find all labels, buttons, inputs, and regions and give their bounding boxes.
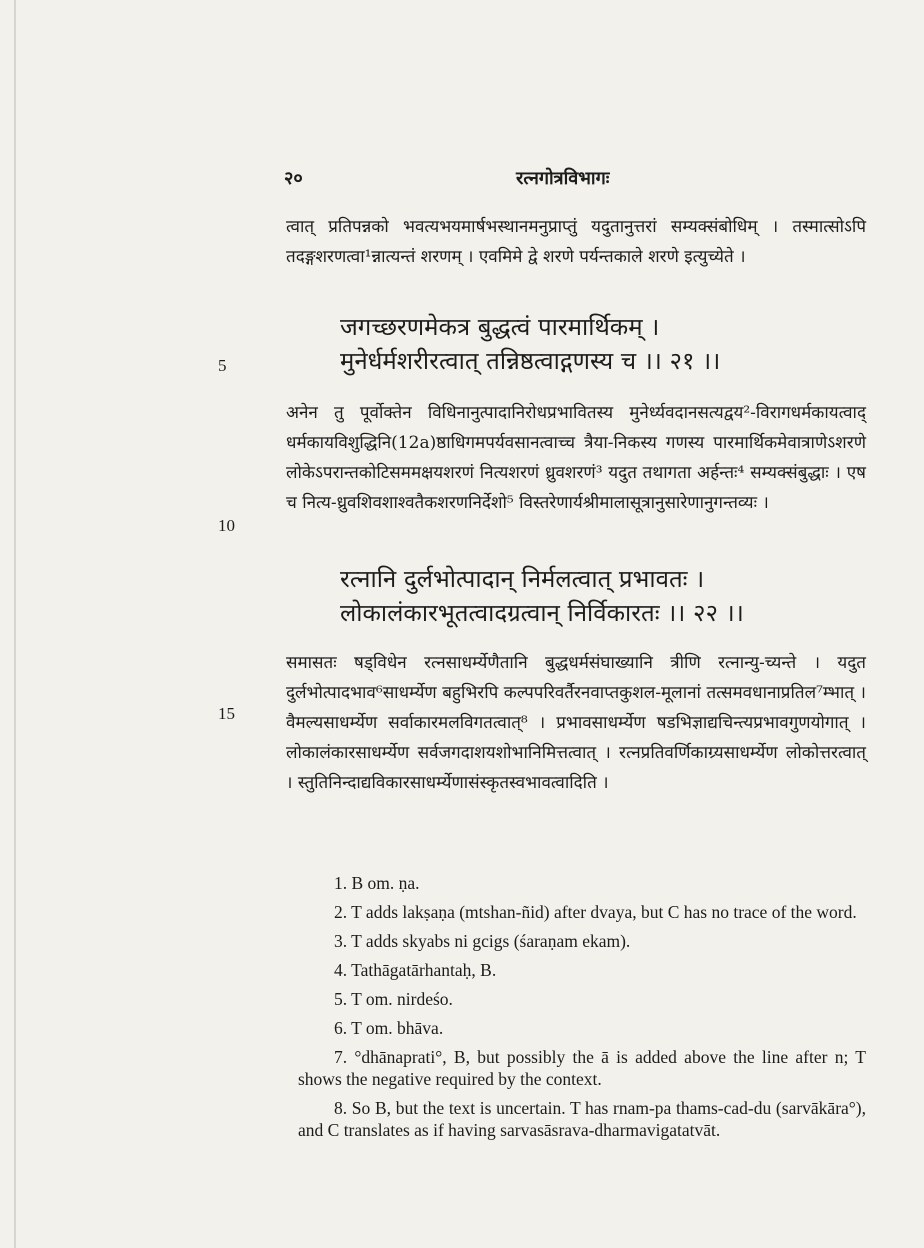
verse-line: रत्नानि दुर्लभोत्पादान् निर्मलत्वात् प्रभावतः । xyxy=(340,565,705,593)
line-number: 5 xyxy=(218,356,227,375)
running-title: रत्नगोत्रविभागः xyxy=(516,168,610,189)
footnote: 6. T om. bhāva. xyxy=(334,1018,444,1038)
footnote: 5. T om. nirdeśo. xyxy=(334,989,453,1009)
line-number: 15 xyxy=(218,704,235,723)
prose-paragraph: त्वात् प्रतिपन्नको भवत्यभयमार्षभस्थानमनुप्राप्तुं यदुतानुत्तरां सम्यक्संबोधिम् । तस्मात्सोऽपि तदङ्गशरणत्वा¹न्नात्यन्तं शरणम् । एवमिमे द्वे शरणे पर्यन्तकाले शरणे इत्युच्येते । xyxy=(286,217,866,267)
footnotes xyxy=(298,872,866,1148)
verse-line: लोकालंकारभूतत्वादग्रत्वान् निर्विकारतः ।। २२ ।। xyxy=(340,599,744,627)
verse-line: मुनेर्धर्मशरीरत्वात् तन्निष्ठत्वाद्गणस्य च ।। २१ ।। xyxy=(340,347,721,375)
footnote: 7. °dhānaprati°, B, but possibly the ā is added above the line after n; T shows the negative required by the context. xyxy=(298,1047,866,1089)
footnote: 4. Tathāgatārhantaḥ, B. xyxy=(334,960,497,980)
footnote: 1. B om. ṇa. xyxy=(334,873,420,893)
prose-paragraph: समासतः षड्विधेन रत्नसाधर्म्येणैतानि बुद्धधर्मसंघाख्यानि त्रीणि रत्नान्यु-च्यन्ते । यदुत दुर्लभोत्पादभाव⁶साधर्म्येण बहुभिरपि कल्पपरिवर्तैरनवाप्तकुशल-मूलानां तत्समवधानाप्रतिल⁷म्भात् । वैमल्यसाधर्म्येण सर्वाकारमलविगतत्वात्⁸ । प्रभावसाधर्म्येण षडभिज्ञाद्यचिन्त्यप्रभावगुणयोगात् । लोकालंकारसाधर्म्येण सर्वजगदाशयशोभानिमित्तत्वात् । रत्नप्रतिवर्णिकाग्र्यसाधर्म्येण लोकोत्तरत्वात् । स्तुतिनिन्दाद्यविकारसाधर्म्येणासंस्कृतस्वभावत्वादिति । xyxy=(286,653,866,793)
verse-21 xyxy=(340,310,860,378)
verse-line: जगच्छरणमेकत्र बुद्धत्वं पारमार्थिकम् । xyxy=(340,313,660,341)
footnote: 2. T adds lakṣaṇa (mtshan-ñid) after dvaya, but C has no trace of the word. xyxy=(334,902,857,922)
page-header xyxy=(284,166,864,196)
verse-22 xyxy=(340,562,860,630)
footnote: 8. So B, but the text is uncertain. T has rnam-pa thams-cad-du (sarvākāra°), and C translates as if having sarvasāsrava-dharmavigatatvāt. xyxy=(298,1098,866,1140)
prose-paragraph: अनेन तु पूर्वोक्तेन विधिनानुत्पादानिरोधप्रभावितस्य मुनेर्ध्यवदानसत्यद्वय²-विरागधर्मकायत्वाद् धर्मकायविशुद्धिनि(12a)ष्ठाधिगमपर्यवसानत्वाच्च त्रैया-निकस्य गणस्य पारमार्थिकमेवात्राणेऽशरणे लोकेऽपरान्तकोटिसममक्षयशरणं नित्यशरणं ध्रुवशरणं³ यदुत तथागता अर्हन्तः⁴ सम्यक्संबुद्धाः । एष च नित्य-ध्रुवशिवशाश्वतैकशरणनिर्देशो⁵ विस्तरेणार्यश्रीमालासूत्रानुसारेणानुगन्तव्यः । xyxy=(286,403,866,513)
line-number: 10 xyxy=(218,516,235,535)
footnote: 3. T adds skyabs ni gcigs (śaraṇam ekam). xyxy=(334,931,631,951)
page-number: २० xyxy=(284,168,303,189)
